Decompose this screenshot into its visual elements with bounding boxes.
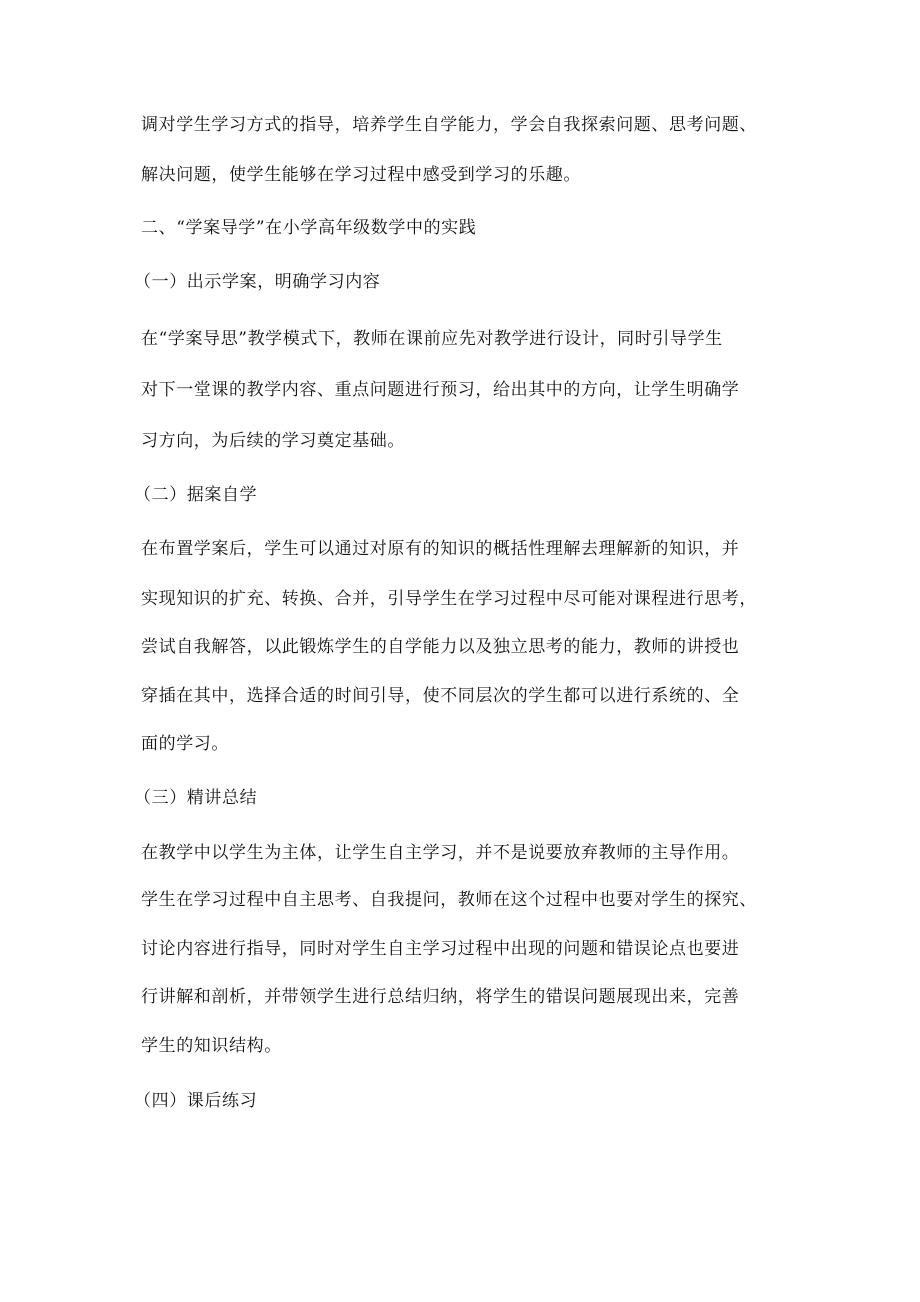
subsection-heading: （三）精讲总结 [134, 788, 258, 808]
subsection-heading: （四）课后练习 [134, 1091, 258, 1111]
subsection-heading: （二）据案自学 [134, 485, 258, 505]
paragraph-line: 调对学生学习方式的指导，培养学生自学能力，学会自我探索问题、思考问题、 [141, 115, 757, 135]
paragraph-line: 尝试自我解答，以此锻炼学生的自学能力以及独立思考的能力，教师的讲授也 [141, 637, 740, 657]
paragraph-line: 学生在学习过程中自主思考、自我提问，教师在这个过程中也要对学生的探究、 [141, 890, 757, 910]
paragraph-line: 面的学习。 [141, 734, 229, 754]
paragraph-line: 实现知识的扩充、转换、合并，引导学生在学习过程中尽可能对课程进行思考， [141, 589, 757, 609]
paragraph-line: 穿插在其中，选择合适的时间引导，使不同层次的学生都可以进行系统的、全 [141, 686, 740, 706]
paragraph-line: 在教学中以学生为主体，让学生自主学习，并不是说要放弃教师的主导作用。 [141, 843, 740, 863]
paragraph-line: 解决问题，使学生能够在学习过程中感受到学习的乐趣。 [141, 165, 581, 185]
paragraph-line: 在“学案导思”教学模式下，教师在课前应先对教学进行设计，同时引导学生 [141, 329, 723, 349]
section-heading: 二、“学案导学”在小学高年级数学中的实践 [141, 218, 477, 238]
paragraph-line: 在布置学案后，学生可以通过对原有的知识的概括性理解去理解新的知识，并 [141, 539, 740, 559]
paragraph-line: 讨论内容进行指导，同时对学生自主学习过程中出现的问题和错误论点也要进 [141, 939, 740, 959]
paragraph-line: 对下一堂课的教学内容、重点问题进行预习，给出其中的方向，让学生明确学 [141, 380, 740, 400]
paragraph-line: 习方向，为后续的学习奠定基础。 [141, 431, 405, 451]
subsection-heading: （一）出示学案，明确学习内容 [134, 272, 381, 292]
paragraph-line: 学生的知识结构。 [141, 1036, 282, 1056]
paragraph-line: 行讲解和剖析，并带领学生进行总结归纳，将学生的错误问题展现出来，完善 [141, 987, 740, 1007]
